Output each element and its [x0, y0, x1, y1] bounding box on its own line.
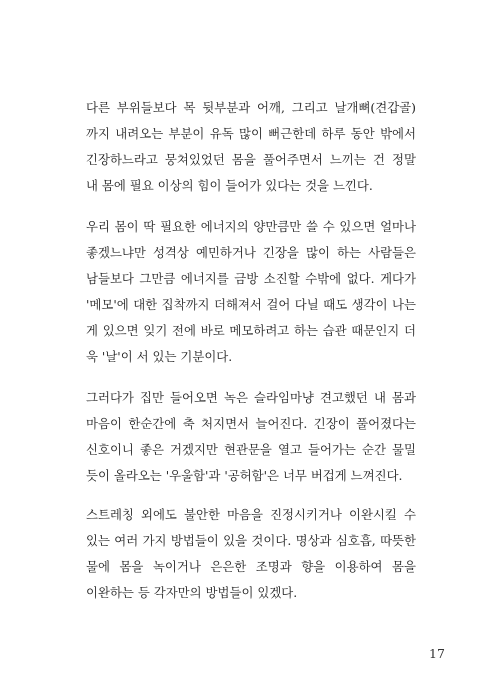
text-line: 스트레칭 외에도 불안한 마음을 진정시키거나 이완시킬 수 [86, 507, 416, 522]
text-line: 있는 여러 가지 방법들이 있을 것이다. 명상과 심호흡, 따뜻한 [86, 533, 416, 548]
text-line: 그러다가 집만 들어오면 녹은 슬라임마냥 견고했던 내 몸과 [86, 390, 416, 405]
page-number: 17 [429, 646, 445, 661]
text-line: 까지 내려오는 부분이 유독 많이 뻐근한데 하루 동안 밖에서 [86, 126, 416, 141]
paragraph-3 [86, 385, 416, 489]
paragraph-1 [86, 95, 416, 199]
text-line: 이완하는 등 각자만의 방법들이 있겠다. [86, 585, 298, 600]
text-line: 내 몸에 필요 이상의 힘이 들어가 있다는 것을 느낀다. [86, 178, 373, 193]
text-line: 듯이 올라오는 '우울함'과 '공허함'은 너무 버겁게 느껴진다. [86, 468, 403, 483]
paragraph-4 [86, 502, 416, 606]
text-line: 욱 '날'이 서 있는 기분이다. [86, 349, 233, 364]
paragraph-2 [86, 214, 416, 370]
text-line: '메모'에 대한 집착까지 더해져서 걸어 다닐 때도 생각이 나는 [86, 297, 416, 312]
text-line: 마음이 한순간에 축 처지면서 늘어진다. 긴장이 풀어졌다는 [86, 416, 416, 431]
text-line: 좋겠느냐만 성격상 예민하거나 긴장을 많이 하는 사람들은 [86, 245, 416, 260]
text-line: 다른 부위들보다 목 뒷부분과 어깨, 그리고 날개뼈(견갑골) [86, 100, 416, 115]
text-line: 물에 몸을 녹이거나 은은한 조명과 향을 이용하여 몸을 [86, 559, 416, 574]
text-line: 남들보다 그만큼 에너지를 금방 소진할 수밖에 없다. 게다가 [86, 271, 416, 286]
text-line: 신호이니 좋은 거겠지만 현관문을 열고 들어가는 순간 물밀 [86, 442, 416, 457]
text-line: 게 있으면 잊기 전에 바로 메모하려고 하는 습관 때문인지 더 [86, 323, 416, 338]
text-line: 우리 몸이 딱 필요한 에너지의 양만큼만 쓸 수 있으면 얼마나 [86, 219, 416, 234]
text-line: 긴장하느라고 뭉쳐있었던 몸을 풀어주면서 느끼는 건 정말 [86, 152, 416, 167]
